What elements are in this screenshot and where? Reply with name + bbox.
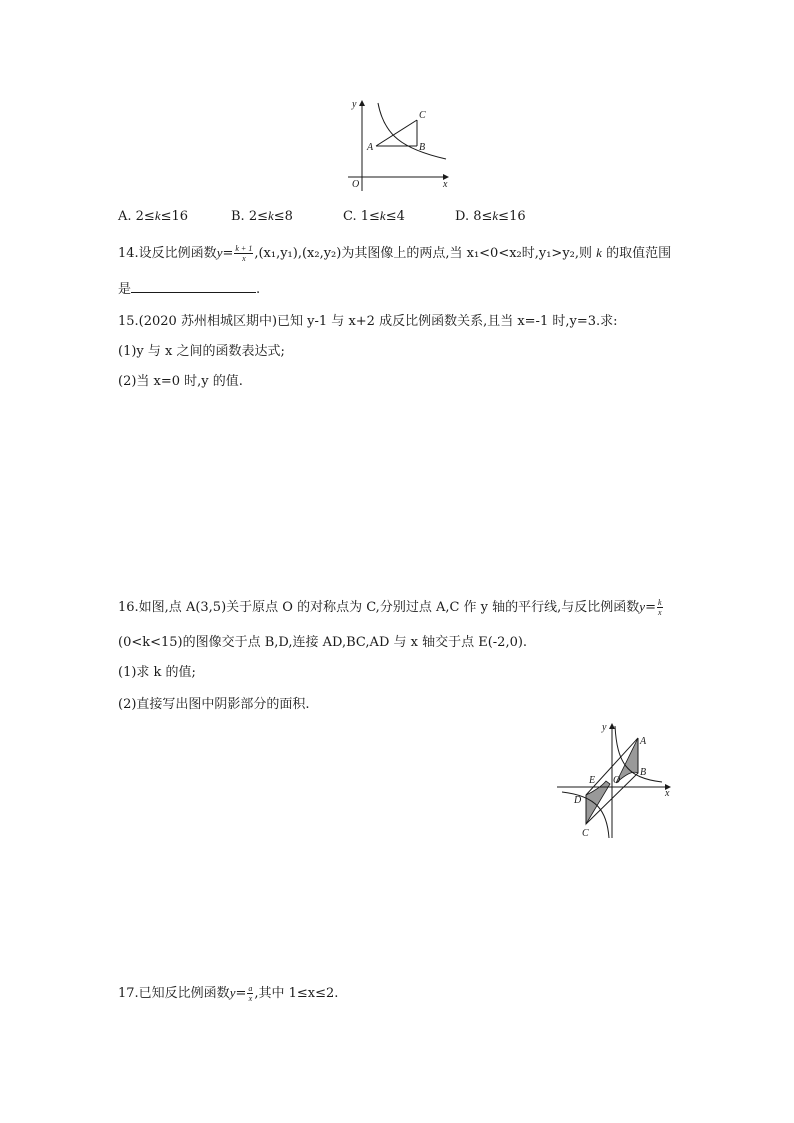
label-b: B [640, 767, 647, 778]
q16-part-2: (2)直接写出图中阴影部分的面积. [118, 697, 310, 712]
q13-option-a: A. 2≤k≤16 [118, 208, 189, 224]
label-e: E [589, 775, 596, 786]
hyperbola-curve [378, 103, 446, 159]
label-y: y [602, 722, 607, 733]
label-origin: O [613, 775, 621, 786]
label-d: D [574, 795, 582, 806]
q16-part-1: (1)求 k 的值; [118, 665, 196, 680]
q13-option-b: B. 2≤k≤8 [231, 208, 293, 224]
label-b: B [419, 142, 426, 153]
q16-line-2: (0<k<15)的图像交于点 B,D,连接 AD,BC,AD 与 x 轴交于点 E(-2,0). [118, 635, 528, 650]
q16-figure [552, 718, 682, 843]
q14-line-1: 14.设反比例函数y= $\frac{k + 1}{x}$ ,(x₁,y₁),(x₂,y₂)为其图像上的两点,当 x₁<0<x₂时,y₁>y₂,则 k 的取值范围 [118, 244, 672, 263]
label-c: C [582, 828, 589, 839]
q17-fraction: $\frac{a}{x}$ [248, 984, 253, 1003]
answer-blank [131, 280, 256, 293]
q16-fraction: $\frac{k}{x}$ [657, 598, 662, 617]
label-y: y [352, 99, 357, 110]
q15-part-1: (1)y 与 x 之间的函数表达式; [118, 344, 285, 359]
label-origin: O [352, 179, 360, 190]
label-x: x [443, 179, 448, 190]
label-a: A [640, 736, 647, 747]
q14-line-2: 是 . [118, 282, 261, 297]
label-a: A [367, 142, 374, 153]
q14-fraction: $\frac{k + 1}{x}$ [235, 244, 253, 263]
q17-line-1: 17.已知反比例函数y= $\frac{a}{x}$ ,其中 1≤x≤2. [118, 984, 339, 1003]
q15-line-1: 15.(2020 苏州相城区期中)已知 y-1 与 x+2 成反比例函数关系,且当 x=-1 时,y=3.求: [118, 314, 618, 329]
q16-line-1: 16.如图,点 A(3,5)关于原点 O 的对称点为 C,分别过点 A,C 作 y 轴的平行线,与反比例函数y= $\frac{k}{x}$ [118, 598, 662, 617]
q13-option-d: D. 8≤k≤16 [455, 208, 526, 224]
segment-ac [376, 120, 417, 146]
q13-figure [340, 95, 460, 195]
q15-part-2: (2)当 x=0 时,y 的值. [118, 374, 243, 389]
label-c: C [419, 110, 426, 121]
label-x: x [665, 788, 670, 799]
q13-option-c: C. 1≤k≤4 [343, 208, 405, 224]
